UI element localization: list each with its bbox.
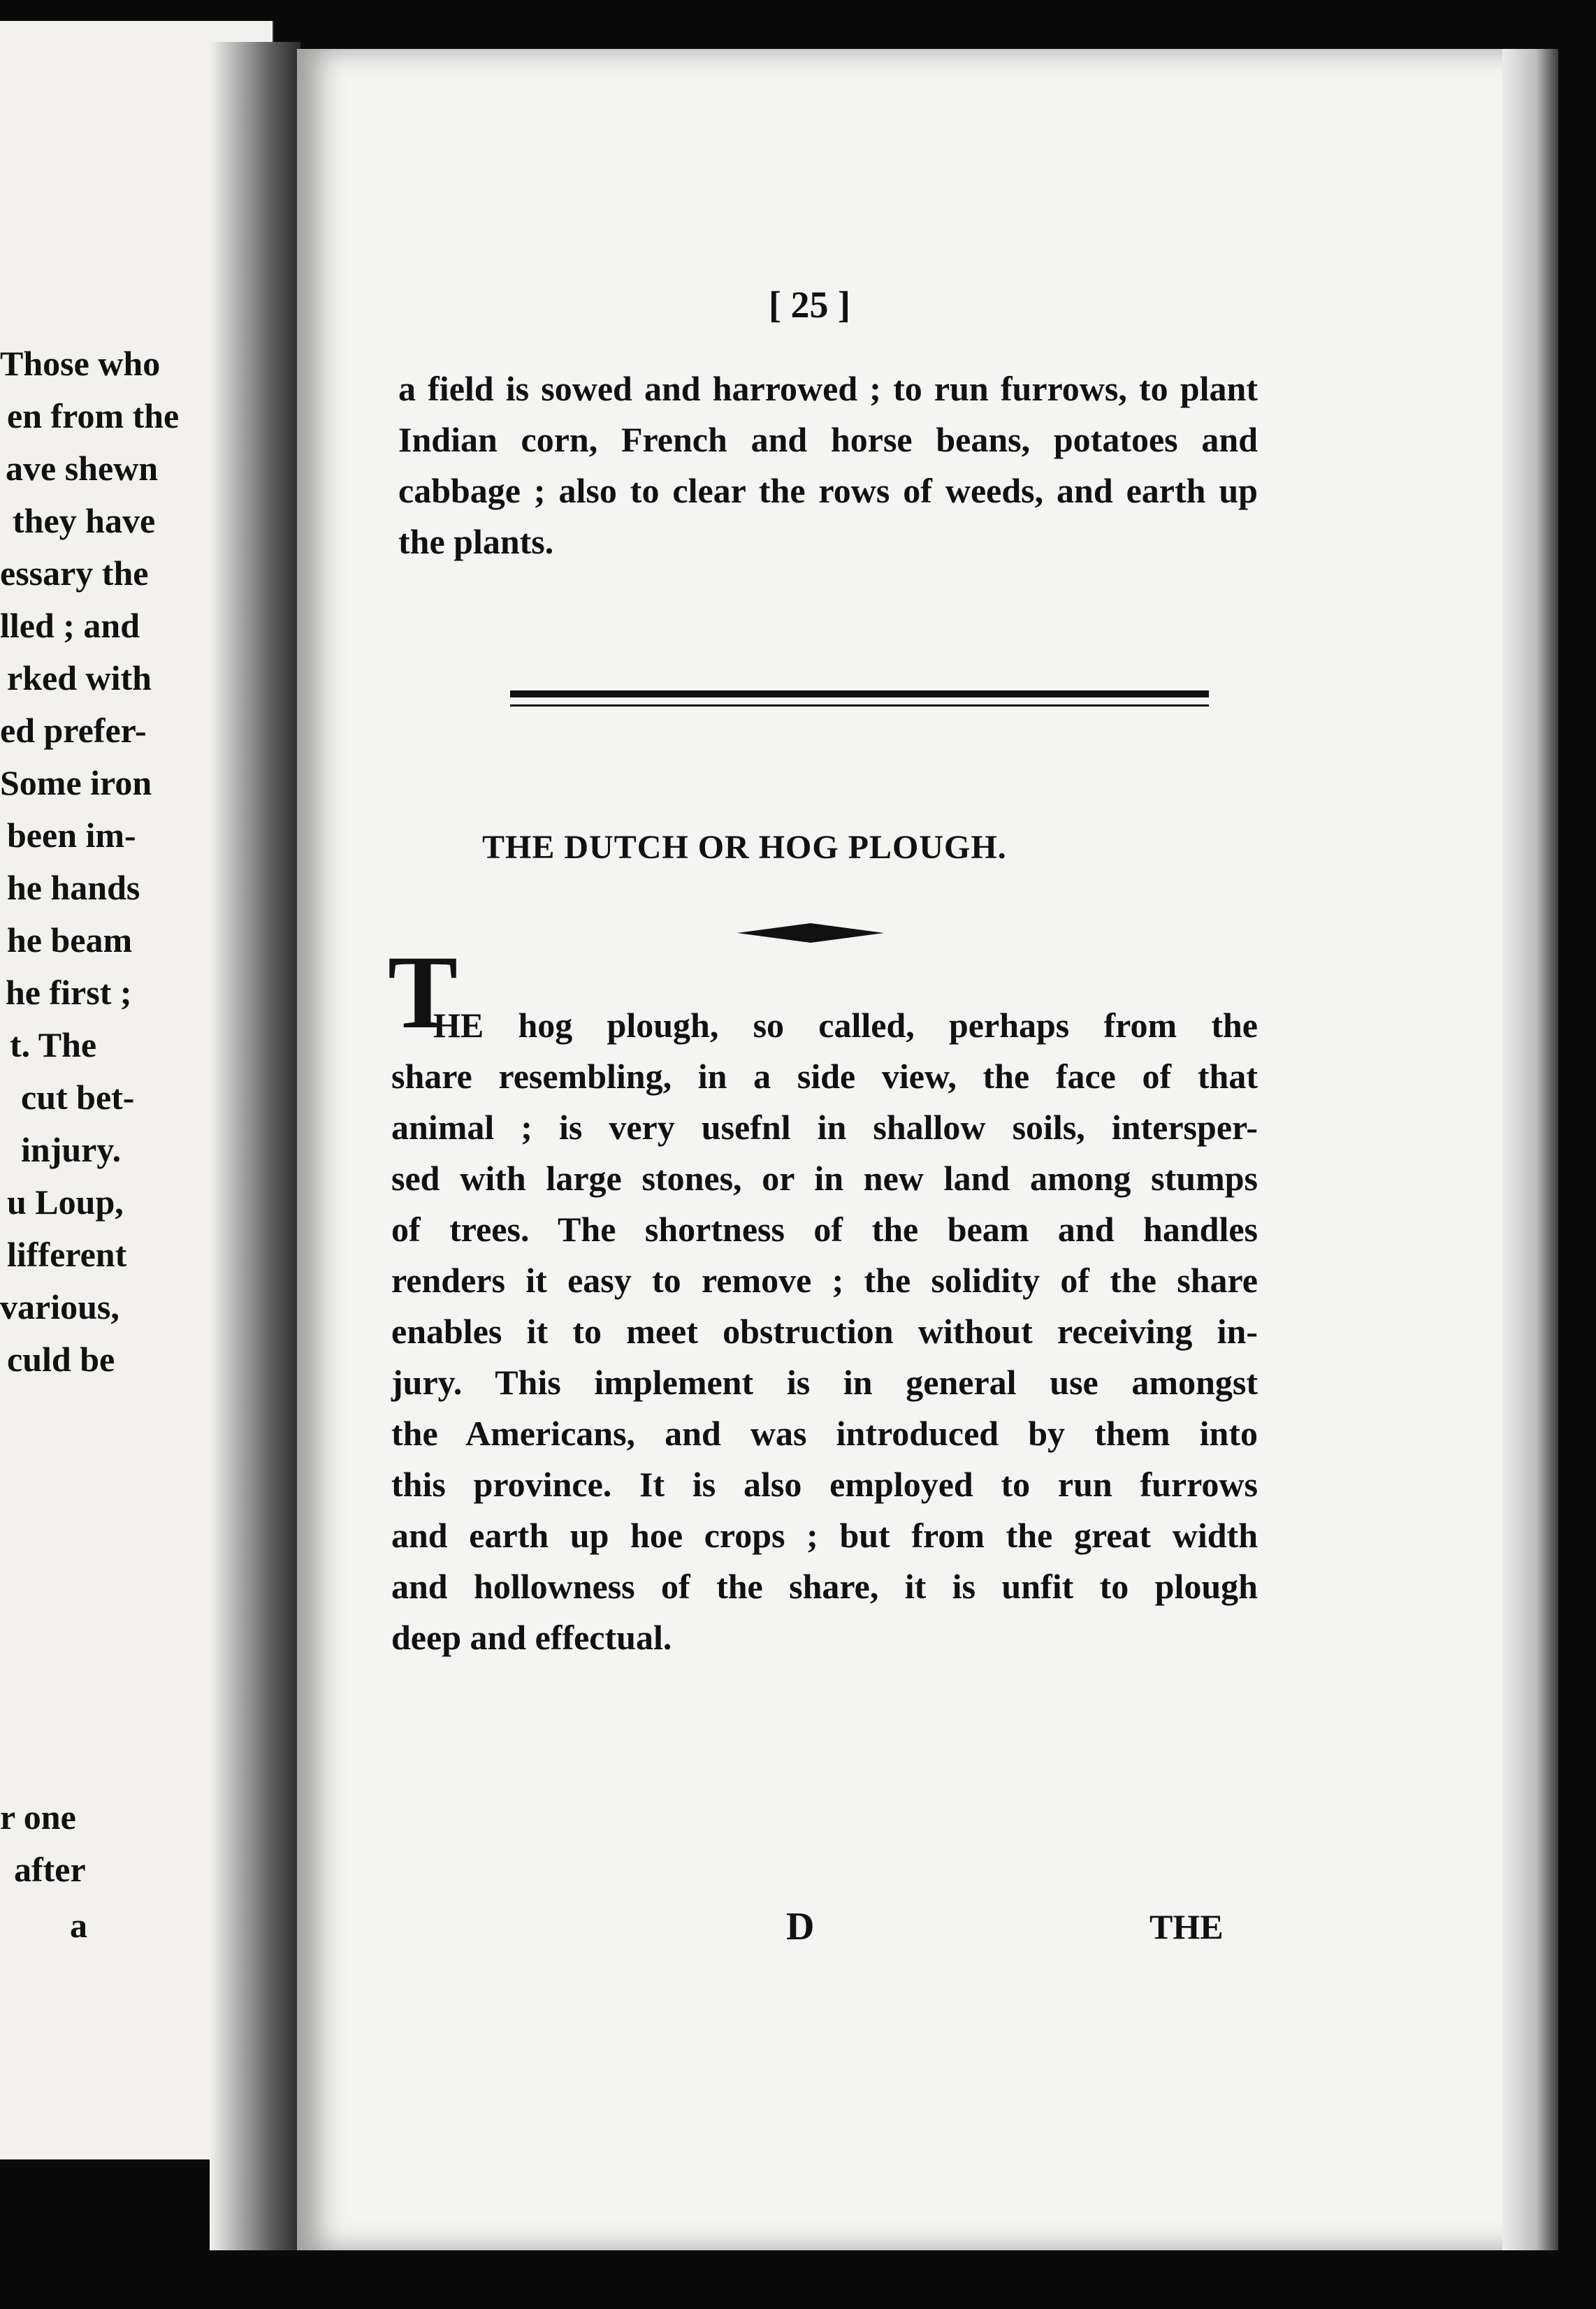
body-line: sed with large stones, or in new land among stumps [391, 1159, 1258, 1198]
ornament-divider [737, 919, 884, 947]
left-text-line: culd be [7, 1340, 115, 1379]
left-text-line: ave shewn [6, 449, 159, 488]
body-line: deep and effectual. [391, 1618, 672, 1657]
left-text-line: ed prefer- [0, 711, 147, 750]
left-text-line: he first ; [6, 973, 132, 1012]
section-heading: THE DUTCH OR HOG PLOUGH. [482, 829, 1007, 866]
body-line: enables it to meet obstruction without receiving in- [391, 1312, 1258, 1351]
left-text-line: he hands [7, 868, 140, 907]
left-text-line: Some iron [0, 763, 152, 802]
body-line: share resembling, in a side view, the face of that [391, 1057, 1258, 1096]
catchword: THE [1149, 1907, 1224, 1946]
signature-mark: D [786, 1905, 815, 1948]
body-line: and earth up hoe crops ; but from the great width [391, 1516, 1258, 1555]
top-paragraph: a field is sowed and harrowed ; to run furrows, to plant Indian corn, French and horse beans, potatoes and cabbage ; also to clear the rows of weeds, and earth up the plants. [398, 369, 1258, 561]
left-text-line: lled ; and [0, 606, 140, 645]
left-text-line: various, [0, 1287, 119, 1326]
left-text-line: they have [13, 501, 156, 540]
left-text-line: been im- [7, 816, 136, 855]
body-line: HE hog plough, so called, perhaps from the [433, 1006, 1258, 1045]
page-number: [ 25 ] [769, 284, 850, 326]
left-text-line: after [14, 1850, 86, 1889]
body-line: the Americans, and was introduced by them into [391, 1414, 1258, 1453]
left-text-line: cut bet- [21, 1078, 135, 1117]
left-text-line: lifferent [7, 1235, 127, 1274]
body-line: animal ; is very usefnl in shallow soils, intersper- [391, 1108, 1258, 1147]
drop-cap: T [388, 934, 458, 1050]
body-line: this province. It is also employed to run furrows [391, 1465, 1258, 1504]
body-line: and hollowness of the share, it is unfit to plough [391, 1567, 1258, 1606]
left-text-line: t. The [10, 1025, 97, 1064]
body-line: renders it easy to remove ; the solidity of the share [391, 1261, 1258, 1300]
left-text-line: rked with [7, 658, 152, 697]
left-text-line: injury. [21, 1130, 122, 1169]
section-rule-thick [510, 690, 1209, 697]
body-line: of trees. The shortness of the beam and handles [391, 1210, 1258, 1249]
left-text-line: r one [0, 1797, 76, 1837]
section-rule-thin [510, 704, 1209, 707]
left-text-line: u Loup, [7, 1182, 124, 1222]
page-edge [1502, 49, 1558, 2250]
left-text-line: a [70, 1906, 87, 1945]
left-text-line: Those who [0, 344, 161, 383]
left-text-line: he beam [7, 920, 133, 960]
left-text-line: essary the [0, 553, 149, 593]
body-line: jury. This implement is in general use amongst [391, 1363, 1258, 1402]
left-text-line: en from the [7, 396, 180, 435]
book-gutter [210, 42, 300, 2250]
